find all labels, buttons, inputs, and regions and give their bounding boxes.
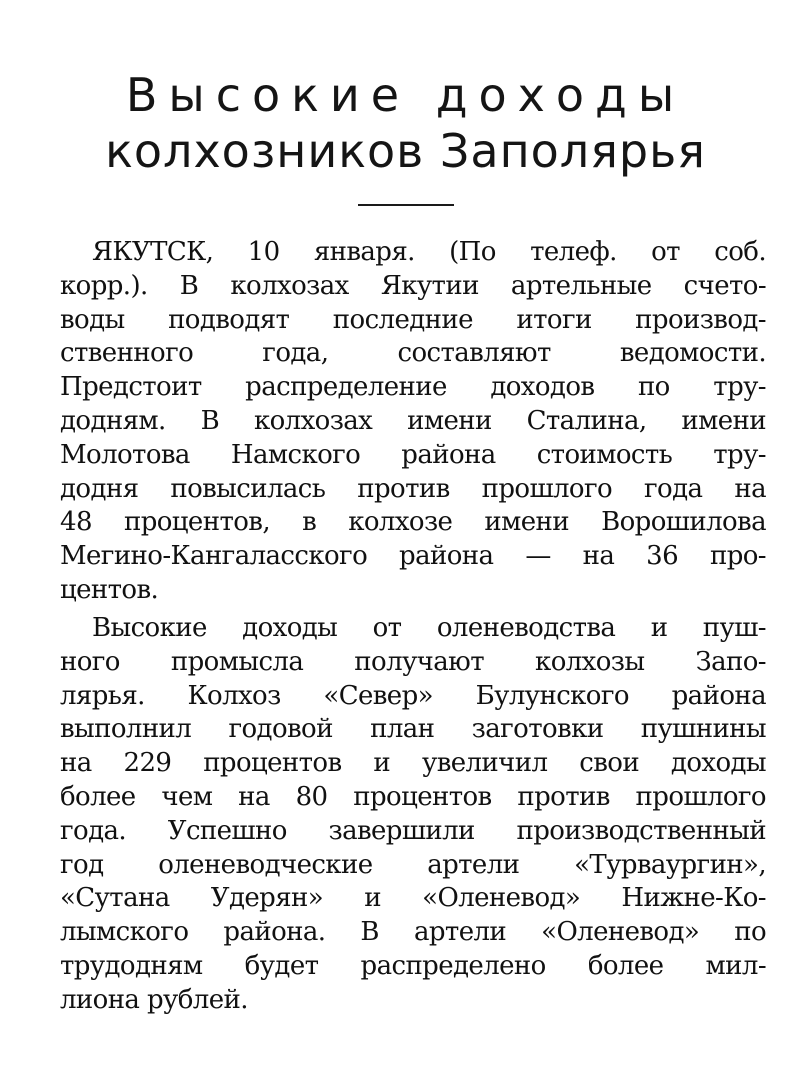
text-line: лымского района. В артели «Оленевод» по [60,917,766,948]
text-line: Мегино-Кангаласского района — на 36 про- [60,541,766,572]
text-line: «Сутана Удерян» и «Оленевод» Нижне-Ко- [60,883,766,914]
headline-line-2: колхозников Заполярья [105,124,706,178]
text-line: воды подводят последние итоги производ- [60,304,766,335]
text-line: лиона рублей. [60,984,248,1015]
article-paragraph-1 [60,236,766,608]
text-line: Молотова Намского района стоимость тру- [60,439,766,470]
text-line: додня повысилась против прошлого года на [60,473,766,504]
text-line: на 229 процентов и увеличил свои доходы [60,748,766,779]
text-line: ственного года, составляют ведомости. [60,338,766,369]
text-line: корр.). В колхозах Якутии артельные счето- [60,270,766,301]
headline-line-1: Высокие доходы [125,68,686,122]
text-line: додням. В колхозах имени Сталина, имени [60,405,766,436]
text-line: выполнил годовой план заготовки пушнины [60,714,766,745]
text-line: ЯКУТСК, 10 января. (По телеф. от соб. [92,237,766,267]
headline-divider [358,204,454,206]
text-line: Предстоит распределение доходов по тру- [60,372,766,403]
text-line: Высокие доходы от оленеводства и пуш- [92,613,766,643]
text-line: года. Успешно завершили производственный [60,815,766,846]
article-paragraph-2 [60,612,766,1018]
text-line: год оленеводческие артели «Турваургин», [60,849,766,880]
text-line: 48 процентов, в колхозе имени Ворошилова [60,507,766,538]
text-line: ного промысла получают колхозы Запо- [60,646,766,677]
text-line: лярья. Колхоз «Север» Булунского района [60,680,766,711]
text-line: более чем на 80 процентов против прошлого [60,781,766,812]
text-line: центов. [60,574,159,605]
text-line: трудодням будет распределено более мил- [60,950,766,981]
